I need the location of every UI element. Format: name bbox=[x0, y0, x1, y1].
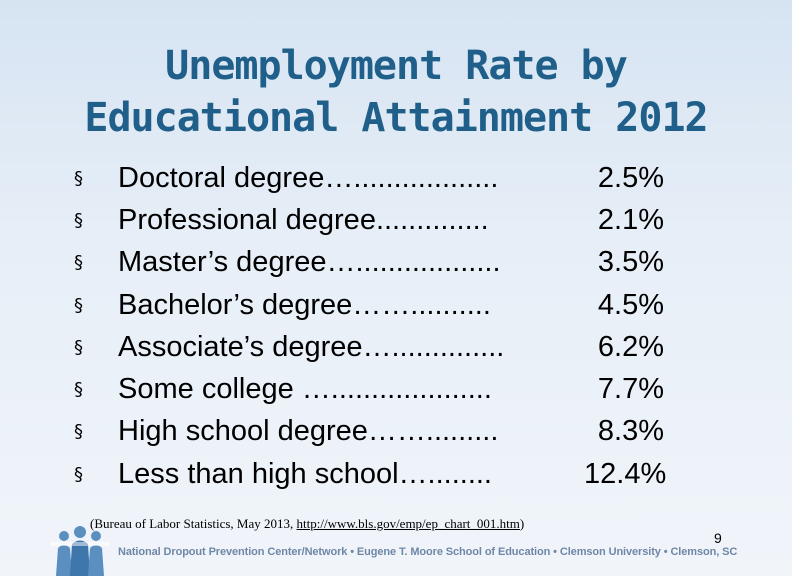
item-value: 8.3% bbox=[597, 415, 664, 448]
footer-text: National Dropout Prevention Center/Network • Eugene T. Moore School of Education • Clemson University • Clemson, SC bbox=[118, 546, 738, 558]
item-value: 7.7% bbox=[597, 373, 664, 406]
list-item bbox=[72, 453, 672, 495]
citation-suffix: ) bbox=[519, 516, 525, 531]
bullet-icon: § bbox=[74, 336, 83, 358]
page-number: 9 bbox=[714, 530, 722, 546]
item-label: High school degree……......... bbox=[118, 415, 499, 448]
item-label: Bachelor’s degree…….......... bbox=[118, 288, 491, 321]
item-label: Professional degree.............. bbox=[118, 203, 489, 236]
list-item bbox=[72, 199, 672, 241]
bullet-icon: § bbox=[74, 421, 83, 443]
slide-title-line-2: Educational Attainment 2012 bbox=[84, 95, 708, 141]
item-value: 6.2% bbox=[597, 330, 664, 363]
list-item bbox=[72, 157, 672, 199]
bullet-icon: § bbox=[74, 463, 83, 485]
citation-link[interactable]: http://www.bls.gov/emp/ep_chart_001.htm bbox=[296, 516, 520, 531]
bullet-icon: § bbox=[74, 294, 83, 316]
item-label: Some college ….................... bbox=[118, 373, 492, 406]
citation-prefix: (Bureau of Labor Statistics, May 2013, bbox=[90, 516, 297, 531]
list-item bbox=[72, 326, 672, 368]
bullet-icon: § bbox=[74, 379, 83, 401]
list-item bbox=[72, 368, 672, 410]
bullet-icon: § bbox=[74, 167, 83, 189]
source-citation bbox=[90, 516, 524, 532]
list-item bbox=[72, 284, 672, 326]
unemployment-list bbox=[72, 157, 672, 495]
list-item bbox=[72, 242, 672, 284]
item-value: 3.5% bbox=[597, 246, 664, 279]
item-label: Doctoral degree….................. bbox=[118, 161, 499, 194]
slide-title bbox=[0, 40, 792, 144]
people-group-logo-icon bbox=[50, 522, 110, 576]
item-value: 12.4% bbox=[584, 457, 667, 490]
item-value: 2.5% bbox=[597, 161, 664, 194]
bullet-icon: § bbox=[74, 252, 83, 274]
item-value: 4.5% bbox=[597, 288, 664, 321]
item-label: Associate’s degree….............. bbox=[118, 330, 505, 363]
item-value: 2.1% bbox=[597, 203, 664, 236]
slide-title-line-1: Unemployment Rate by bbox=[165, 43, 627, 89]
list-item bbox=[72, 411, 672, 453]
item-label: Less than high school…........ bbox=[118, 457, 492, 490]
bullet-icon: § bbox=[74, 209, 83, 231]
item-label: Master’s degree….................. bbox=[118, 246, 501, 279]
